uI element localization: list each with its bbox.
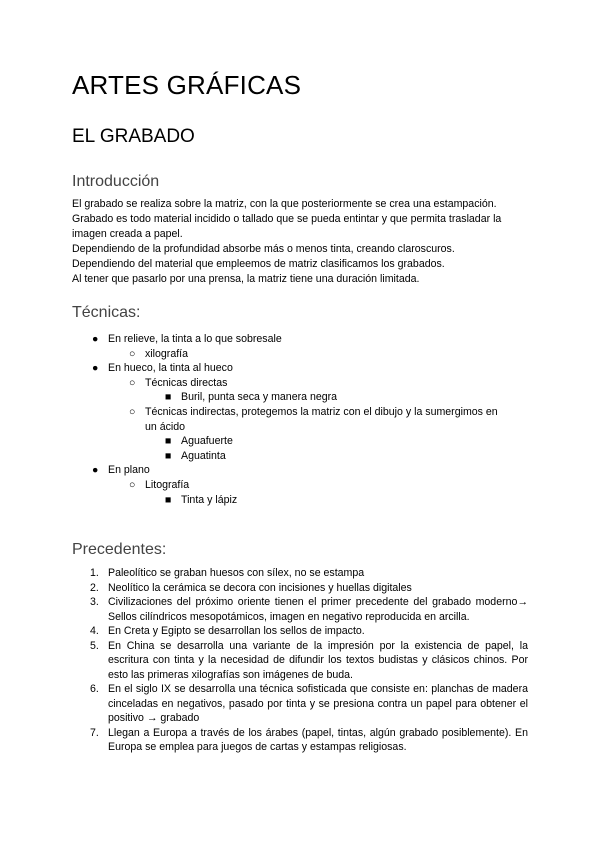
list-item: 1. Paleolítico se graban huesos con sílex, no se estampa: [90, 567, 365, 579]
list-item: ■ Tinta y lápiz: [165, 494, 238, 506]
list-item: ○ Litografía: [129, 479, 190, 491]
intro-paragraph: Dependiendo de la profundidad absorbe más o menos tinta, creando claroscuros.: [72, 243, 455, 255]
intro-paragraph: El grabado se realiza sobre la matriz, con la que posteriormente se crea una estampación.: [72, 198, 497, 210]
precedentes-list: [90, 566, 528, 755]
list-item: ○ xilografía: [129, 348, 188, 360]
list-item: ● En relieve, la tinta a lo que sobresale: [92, 333, 282, 345]
list-item: 6. En el siglo IX se desarrolla una técnica sofisticada que consiste en: planchas de madera cinceladas en negativos, pasado por tinta y se presiona contra un papel para obtener el positivo → grabado: [90, 683, 528, 724]
intro-text: [72, 197, 530, 287]
intro-paragraph: Al tener que pasarlo por una prensa, la matriz tiene una duración limitada.: [72, 273, 420, 285]
intro-heading: Introducción: [72, 173, 160, 190]
list-item: ■ Buril, punta seca y manera negra: [165, 391, 338, 403]
tecnicas-heading: Técnicas:: [72, 304, 141, 321]
list-item: 5. En China se desarrolla una variante de la impresión por la existencia de papel, la escritura con tinta y la necesidad de difundir los textos budistas y clásicos chinos. Por esto las primeras xilografías son imágenes de buda.: [90, 639, 528, 681]
list-item: ● En plano: [92, 464, 150, 476]
precedentes-heading: Precedentes:: [72, 541, 167, 558]
list-item: 7. Llegan a Europa a través de los árabes (papel, tintas, algún grabado posiblemente). En Europa se emplea para juegos de cartas y estampas religiosas.: [90, 726, 528, 753]
list-item: ■ Aguafuerte: [165, 435, 233, 447]
page-title: ARTES GRÁFICAS: [72, 70, 302, 100]
list-item: 3. Civilizaciones del próximo oriente tienen el primer precedente del grabado moderno→ Sellos cilíndricos mesopotámicos, imagen en negativo reproducida en arcilla.: [90, 596, 528, 623]
intro-paragraph: Dependiendo del material que empleemos de matriz clasificamos los grabados.: [72, 258, 445, 270]
list-item: ● En hueco, la tinta al hueco: [92, 362, 233, 374]
list-item: 4. En Creta y Egipto se desarrollan los sellos de impacto.: [90, 625, 365, 637]
list-item: ○ Técnicas directas: [129, 377, 228, 389]
list-item: ■ Aguatinta: [165, 450, 226, 462]
section-title: EL GRABADO: [72, 126, 195, 147]
list-item: ○ Técnicas indirectas, protegemos la matriz con el dibujo y la sumergimos en un ácido: [129, 406, 498, 433]
intro-paragraph: Grabado es todo material incidido o tallado que se pueda entintar y que permita trasladar la imagen creada a papel.: [72, 213, 502, 240]
list-item: 2. Neolítico la cerámica se decora con incisiones y huellas digitales: [90, 581, 412, 594]
